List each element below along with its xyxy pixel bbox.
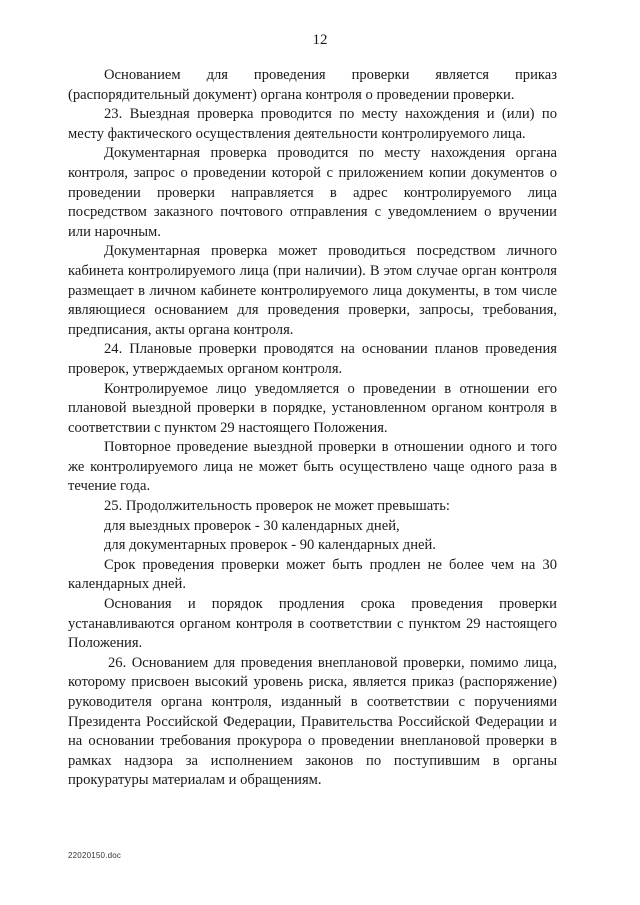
page-number: 12	[312, 32, 328, 48]
paragraph-extension: Срок проведения проверки может быть продлен не более чем на 30 календарных дней.	[68, 556, 557, 593]
document-body	[68, 66, 557, 791]
paragraph-repeat-inspection: Повторное проведение выездной проверки в отношении одного и того же контролируемого лица не может быть осуществлено чаще одного раза в течение года.	[68, 439, 557, 495]
paragraph-23-onsite-inspection: 23. Выездная проверка проводится по месту нахождения и (или) по месту фактического осуществления деятельности контролируемого лица.	[68, 106, 557, 142]
footer-document-id: 22020150.doc	[68, 851, 122, 860]
paragraph-notification: Контролируемое лицо уведомляется о проведении в отношении его плановой выездной проверки в порядке, установленном органом контроля в соответствии с пунктом 29 настоящего Положения.	[68, 380, 557, 436]
paragraph-25-duration: 25. Продолжительность проверок не может превышать:	[104, 498, 450, 515]
paragraph-onsite-duration: для выездных проверок - 30 календарных дней,	[104, 517, 400, 534]
paragraph-documentary-duration: для документарных проверок - 90 календарных дней.	[104, 537, 436, 554]
paragraph-order-basis: Основанием для проведения проверки является приказ (распорядительный документ) органа контроля о проведении проверки.	[68, 67, 557, 103]
paragraph-extension-grounds: Основания и порядок продления срока проведения проверки устанавливаются органом контроля в соответствии с пунктом 29 настоящего Положения.	[68, 596, 557, 652]
paragraph-24-planned-inspections: 24. Плановые проверки проводятся на основании планов проведения проверок, утверждаемых органом контроля.	[68, 341, 557, 377]
paragraph-documentary-inspection-cabinet: Документарная проверка может проводиться посредством личного кабинета контролируемого лица (при наличии). В этом случае орган контроля размещает в личном кабинете контролируемого лица документы, в том числе являющиеся основанием для проведения проверки, запросы, требования, предписания, акты органа контроля.	[68, 243, 557, 338]
paragraph-26-unscheduled-inspection: 26. Основанием для проведения внеплановой проверки, помимо лица, которому присвоен высокий уровень риска, является приказ (распоряжение) руководителя органа контроля, изданный в соответствии с поручениями Президента Российской Федерации, Правительства Российской Федерации и на основании требования прокурора о проведении внеплановой проверки в рамках надзора за исполнением законов по поступившим в органы прокуратуры материалам и обращениям.	[68, 654, 557, 789]
paragraph-documentary-inspection-place: Документарная проверка проводится по месту нахождения органа контроля, запрос о проведении которой с приложением копии документов о проведении проверки направляется в адрес контролируемого лица посредством заказного почтового отправления с уведомлением о вручении или нарочным.	[68, 145, 557, 240]
